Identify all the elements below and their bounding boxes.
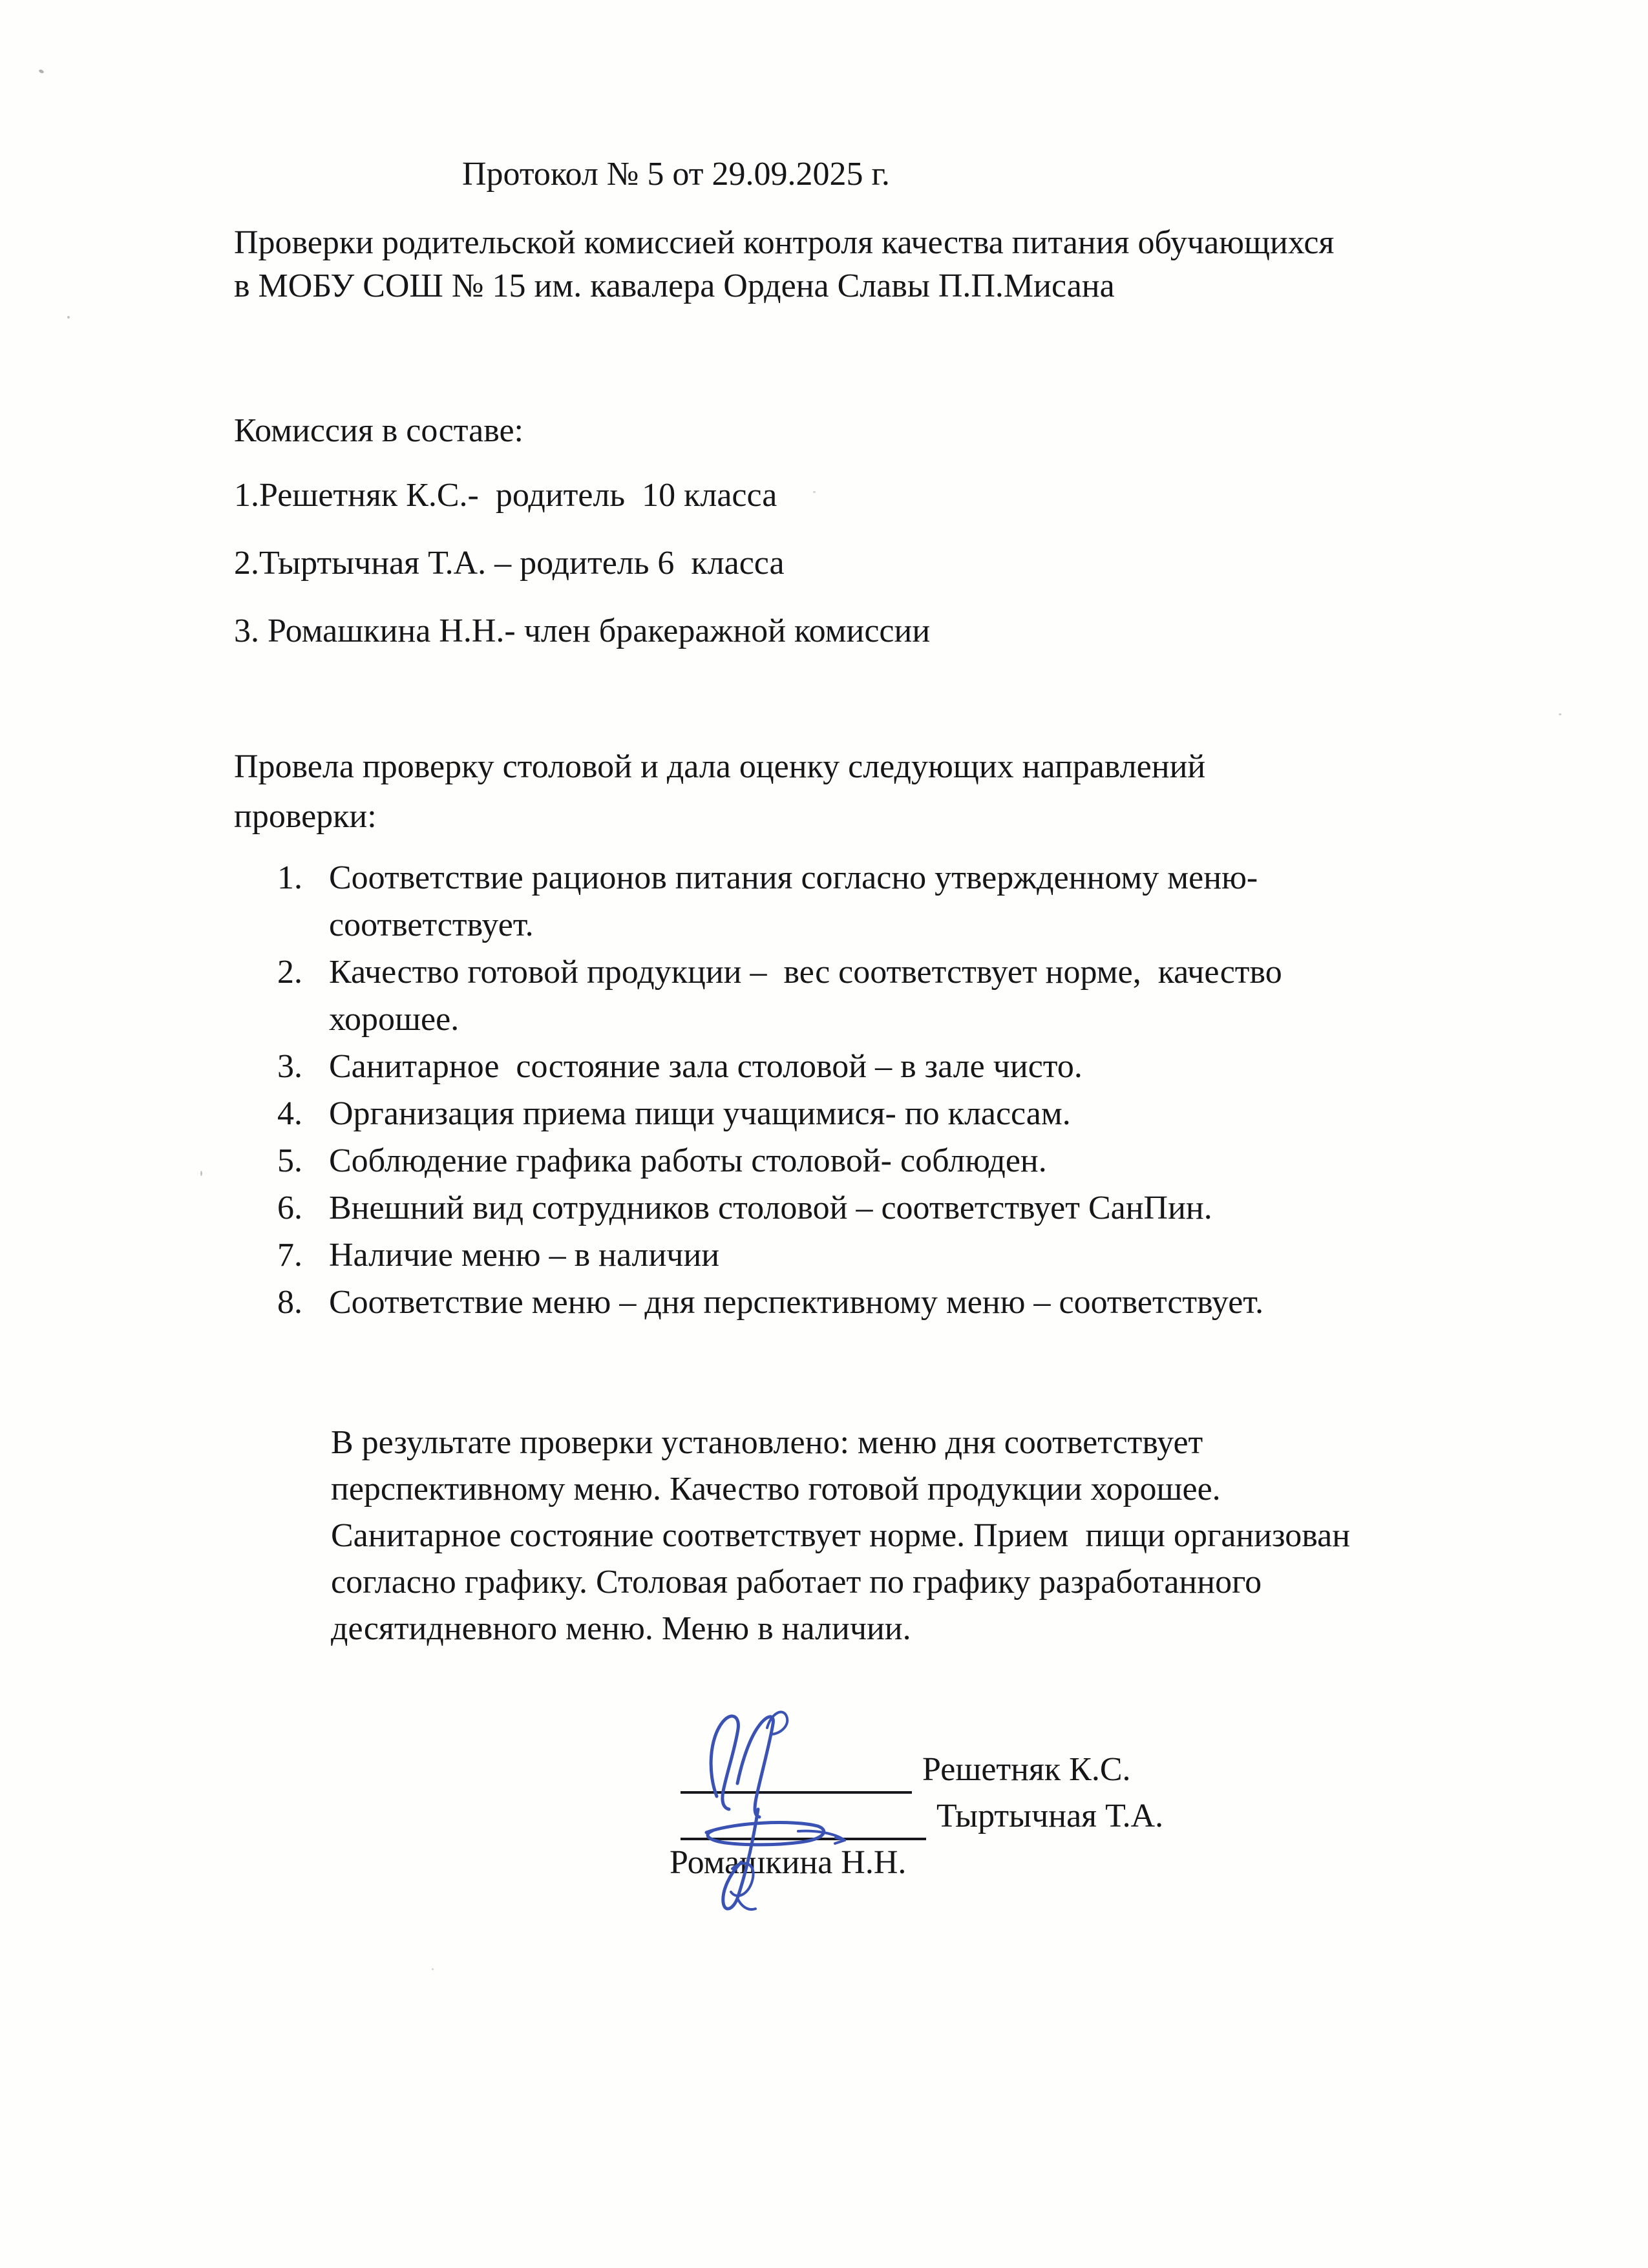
scope-line: проверки: <box>234 798 377 835</box>
commission-members-list <box>234 474 930 677</box>
signature-row <box>659 1840 1163 1887</box>
checklist-item-line: Внешний вид сотрудников столовой – соответствует СанПин. <box>329 1190 1212 1226</box>
page-title: Протокол № 5 от 29.09.2025 г. <box>462 156 890 193</box>
checklist-item-number: 4. <box>277 1095 302 1132</box>
checklist-item <box>277 1279 1282 1326</box>
checklist-item <box>277 1090 1282 1137</box>
signatory-name: Тыртычная Т.А. <box>936 1798 1164 1834</box>
signature-stroke <box>737 1898 755 1909</box>
conclusion-line: Санитарное состояние соответствует норме. Прием пищи организован <box>331 1517 1351 1554</box>
conclusion-line: согласно графику. Столовая работает по графику разработанного <box>331 1564 1262 1601</box>
scan-noise-speck <box>432 1968 434 1970</box>
checklist <box>277 854 1282 1326</box>
checklist-item-line: соответствует. <box>329 907 534 943</box>
checklist-item-text <box>329 949 1282 1043</box>
conclusion-line: перспективному меню. Качество готовой продукции хорошее. <box>331 1471 1221 1507</box>
checklist-item-number: 5. <box>277 1142 302 1179</box>
checklist-item-number: 6. <box>277 1190 302 1226</box>
checklist-item-line: Соблюдение графика работы столовой- соблюден. <box>329 1142 1047 1179</box>
scan-noise-speck <box>38 69 44 74</box>
intro-line: Проверки родительской комиссией контроля качества питания обучающихся <box>234 224 1335 261</box>
signature-row <box>659 1794 1163 1840</box>
signature-stroke <box>767 1712 787 1734</box>
checklist-item-number: 2. <box>277 954 302 991</box>
signature-line <box>681 1838 926 1840</box>
conclusion-line: десятидневного меню. Меню в наличии. <box>331 1610 911 1647</box>
checklist-item-text <box>329 1279 1282 1326</box>
checklist-item-number: 8. <box>277 1284 302 1321</box>
intro-line: в МОБУ СОШ № 15 им. кавалера Ордена Славы П.П.Мисана <box>234 268 1115 304</box>
checklist-item-line: Качество готовой продукции – вес соответствует норме, качество <box>329 954 1282 991</box>
commission-member: 1.Решетняк К.С.- родитель 10 класса <box>234 477 777 514</box>
commission-member: 3. Ромашкина Н.Н.- член бракеражной комиссии <box>234 613 931 649</box>
checklist-item-number: 1. <box>277 859 302 896</box>
checklist-item-text <box>329 854 1282 949</box>
commission-member: 2.Тыртычная Т.А. – родитель 6 класса <box>234 545 785 582</box>
checklist-item-text <box>329 1043 1282 1090</box>
intro-paragraph <box>234 221 1334 308</box>
checklist-item <box>277 1043 1282 1090</box>
checklist-item <box>277 854 1282 949</box>
signature-block <box>659 1747 1163 1887</box>
checklist-item <box>277 1184 1282 1232</box>
signatory-name: Решетняк К.С. <box>922 1751 1131 1788</box>
scope-line: Провела проверку столовой и дала оценку следующих направлений <box>234 748 1206 785</box>
commission-heading: Комиссия в составе: <box>234 412 523 449</box>
signature-line <box>681 1791 912 1794</box>
checklist-item <box>277 949 1282 1043</box>
checklist-item-line: Наличие меню – в наличии <box>329 1237 720 1274</box>
checklist-item-number: 3. <box>277 1048 302 1085</box>
checklist-item-line: Санитарное состояние зала столовой – в зале чисто. <box>329 1048 1083 1085</box>
checklist-item-text <box>329 1090 1282 1137</box>
checklist-item-line: хорошее. <box>329 1001 460 1038</box>
checklist-item-text <box>329 1184 1282 1232</box>
conclusion-line: В результате проверки установлено: меню дня соответствует <box>331 1424 1203 1461</box>
signatory-name: Ромашкина Н.Н. <box>670 1844 907 1881</box>
checklist-item-text <box>329 1232 1282 1279</box>
scan-noise-speck <box>67 316 70 319</box>
checklist-item-line: Организация приема пищи учащимися- по классам. <box>329 1095 1071 1132</box>
checklist-item <box>277 1137 1282 1184</box>
checklist-item <box>277 1232 1282 1279</box>
checklist-item-number: 7. <box>277 1237 302 1274</box>
signature-row <box>659 1747 1163 1794</box>
checklist-item-line: Соответствие меню – дня перспективному меню – соответствует. <box>329 1284 1264 1321</box>
conclusion-paragraph <box>331 1420 1350 1652</box>
checklist-item-line: Соответствие рационов питания согласно утвержденному меню- <box>329 859 1258 896</box>
scan-noise-speck <box>200 1171 202 1176</box>
checklist-item-text <box>329 1137 1282 1184</box>
scan-noise-speck <box>813 491 816 493</box>
scan-noise-speck <box>1559 713 1561 715</box>
scope-paragraph <box>234 742 1205 841</box>
